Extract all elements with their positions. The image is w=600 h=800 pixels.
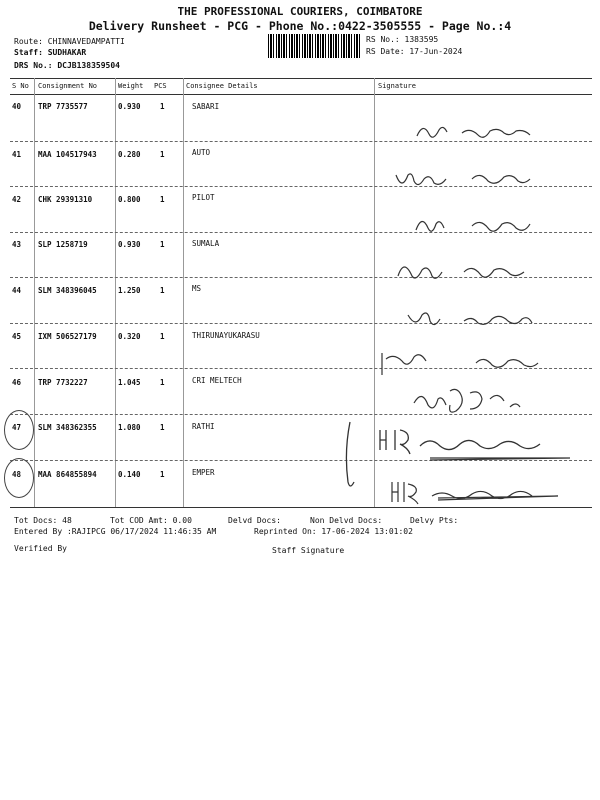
row-weight: 1.080 — [118, 423, 141, 432]
non-delivered-docs: Non Delvd Docs: — [310, 516, 383, 525]
signature-image — [412, 210, 600, 240]
signature-image — [404, 303, 600, 333]
row-pcs: 1 — [160, 102, 165, 111]
row-consignment-no: SLM 348362355 — [38, 423, 97, 432]
handwritten-circle — [4, 410, 34, 450]
row-weight: 0.930 — [118, 240, 141, 249]
row-pcs: 1 — [160, 378, 165, 387]
row-pcs: 1 — [160, 286, 165, 295]
col-header-signature: Signature — [378, 82, 416, 90]
col-header-weight: Weight — [118, 82, 144, 90]
company-title: THE PROFESSIONAL COURIERS, COIMBATORE — [177, 5, 423, 18]
signature-image — [394, 258, 594, 288]
total-cod-amount: Tot COD Amt: 0.00 — [110, 516, 192, 525]
row-weight: 0.140 — [118, 470, 141, 479]
signature-image — [340, 420, 580, 450]
col-header-consignee: Consignee Details — [186, 82, 258, 90]
signature-image — [410, 385, 600, 415]
reprinted-on: Reprinted On: 17-06-2024 13:01:02 — [254, 527, 413, 536]
row-consignee: MS — [192, 284, 202, 293]
verified-by: Verified By — [14, 544, 67, 553]
row-consignee: AUTO — [192, 148, 211, 157]
row-sno: 40 — [12, 102, 22, 111]
row-consignment-no: SLM 348396045 — [38, 286, 97, 295]
row-pcs: 1 — [160, 195, 165, 204]
col-header-sno: S No — [12, 82, 29, 90]
table-top-border — [10, 78, 592, 79]
row-consignee: SUMALA — [192, 239, 220, 248]
row-sno: 48 — [12, 470, 22, 479]
row-consignment-no: MAA 864855894 — [38, 470, 97, 479]
row-pcs: 1 — [160, 423, 165, 432]
row-consignment-no: TRP 7732227 — [38, 378, 88, 387]
row-sno: 43 — [12, 240, 22, 249]
row-consignment-no: CHK 29391310 — [38, 195, 93, 204]
col-header-pcs: PCS — [154, 82, 167, 90]
row-consignment-no: TRP 7735577 — [38, 102, 88, 111]
total-docs: Tot Docs: 48 — [14, 516, 72, 525]
row-sno: 47 — [12, 423, 22, 432]
staff-signature-label: Staff Signature — [272, 546, 345, 555]
row-consignee: PILOT — [192, 193, 215, 202]
row-pcs: 1 — [160, 332, 165, 341]
row-consignment-no: MAA 104517943 — [38, 150, 97, 159]
row-consignee: RATHI — [192, 422, 215, 431]
drs-number: DRS No.: DCJB138359504 — [14, 61, 120, 70]
row-weight: 1.250 — [118, 286, 141, 295]
row-consignee: EMPER — [192, 468, 215, 477]
row-consignee: CRI MELTECH — [192, 376, 242, 385]
row-sno: 41 — [12, 150, 22, 159]
delivered-docs: Delvd Docs: — [228, 516, 281, 525]
signature-image — [392, 165, 592, 195]
rs-date: RS Date: 17-Jun-2024 — [366, 47, 463, 56]
row-pcs: 1 — [160, 150, 165, 159]
column-divider — [34, 78, 35, 508]
row-sno: 42 — [12, 195, 22, 204]
entered-by: Entered By :RAJIPCG 06/17/2024 11:46:35 AM — [14, 527, 217, 536]
row-consignment-no: SLP 1258719 — [38, 240, 88, 249]
row-pcs: 1 — [160, 240, 165, 249]
signature-image — [376, 347, 576, 377]
route-label: Route: CHINNAVEDAMPATTI — [14, 37, 125, 46]
column-divider — [183, 78, 184, 508]
row-consignee: THIRUNAYUKARASU — [192, 331, 260, 340]
runsheet-subtitle: Delivery Runsheet - PCG - Phone No.:0422-3505555 - Page No.:4 — [88, 19, 512, 33]
row-pcs: 1 — [160, 470, 165, 479]
row-weight: 0.930 — [118, 102, 141, 111]
row-sno: 44 — [12, 286, 22, 295]
row-weight: 0.280 — [118, 150, 141, 159]
row-weight: 0.800 — [118, 195, 141, 204]
staff-label: Staff: SUDHAKAR — [14, 48, 87, 57]
signature-image — [388, 478, 588, 508]
handwritten-circle — [4, 458, 34, 498]
row-sno: 45 — [12, 332, 22, 341]
col-header-consignment: Consignment No — [38, 82, 98, 90]
row-weight: 0.320 — [118, 332, 141, 341]
row-consignment-no: IXM 506527179 — [38, 332, 97, 341]
row-consignee: SABARI — [192, 102, 220, 111]
barcode-image — [268, 34, 360, 58]
header-bottom-border — [10, 94, 592, 95]
row-sno: 46 — [12, 378, 22, 387]
column-divider — [115, 78, 116, 508]
row-weight: 1.045 — [118, 378, 141, 387]
delivery-points: Delvy Pts: — [410, 516, 459, 525]
rs-number: RS No.: 1383595 — [366, 35, 439, 44]
signature-image — [412, 118, 600, 148]
